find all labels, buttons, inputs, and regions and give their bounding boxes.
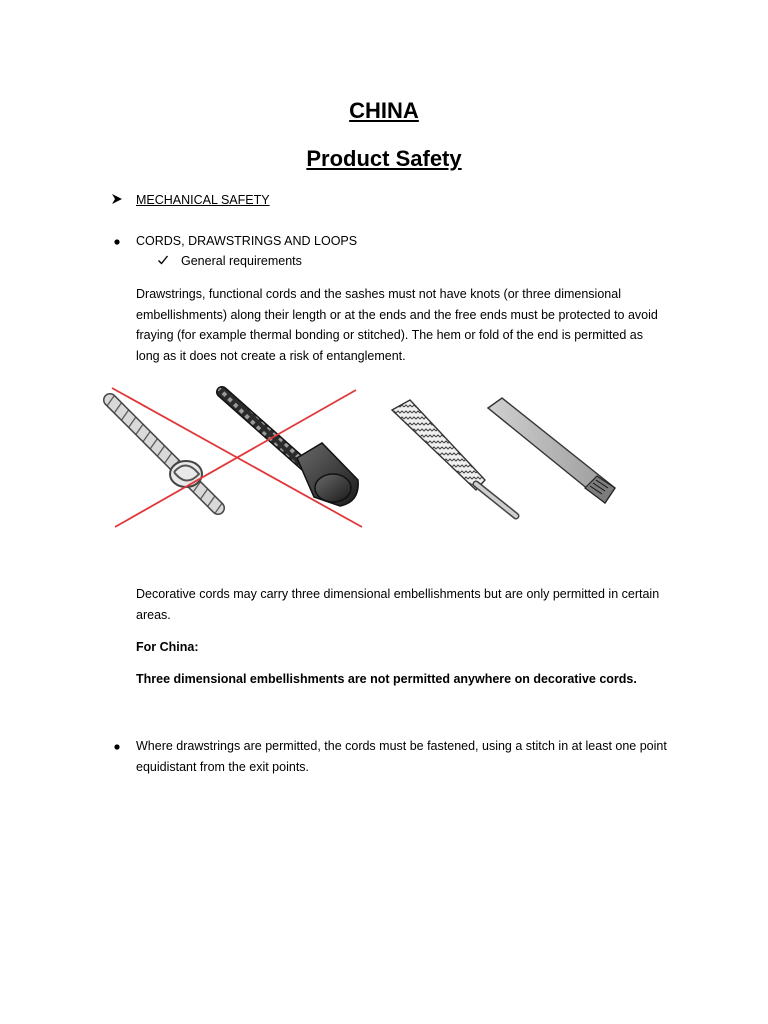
arrowhead-bullet-icon xyxy=(111,190,123,210)
paragraph-line: areas. xyxy=(136,607,171,622)
page-subtitle: Product Safety xyxy=(306,146,462,171)
dot-bullet-icon xyxy=(113,231,121,251)
subsection-heading: CORDS, DRAWSTRINGS AND LOOPS xyxy=(136,234,358,248)
bead-end-cord-drawing xyxy=(222,392,358,506)
dot-bullet-icon xyxy=(113,736,121,756)
paragraph-line: Decorative cords may carry three dimensional embellishments but are only permitted in certain xyxy=(136,587,660,601)
flat-tape-drawing xyxy=(488,398,615,503)
china-rule: Three dimensional embellishments are not permitted anywhere on decorative cords. xyxy=(136,672,637,686)
paragraph-line: fraying (for example thermal bonding or stitched). The hem or fold of the end is permitted as xyxy=(136,328,643,342)
woven-cord-drawing xyxy=(392,400,516,516)
subsection-subheading: General requirements xyxy=(181,254,302,268)
paragraph-line: Where drawstrings are permitted, the cords must be fastened, using a stitch in at least one point xyxy=(136,739,667,753)
drawstring-bullet-text xyxy=(136,736,736,777)
page-title: CHINA xyxy=(349,98,419,123)
checkmark-icon xyxy=(157,251,169,271)
cord-ends-illustration xyxy=(100,380,630,535)
decorative-cords-paragraph xyxy=(136,584,676,625)
for-china-label: For China: xyxy=(136,640,199,654)
section-heading: MECHANICAL SAFETY xyxy=(136,193,270,207)
paragraph-line: equidistant from the exit points. xyxy=(136,759,310,774)
paragraph-line: Drawstrings, functional cords and the sashes must not have knots (or three dimensional xyxy=(136,287,621,301)
paragraph-line: embellishments) along their length or at the ends and the free ends must be protected to avoid xyxy=(136,307,658,322)
paragraph-line: long as it does not create a risk of entanglement. xyxy=(136,348,406,363)
requirements-paragraph xyxy=(136,284,676,366)
